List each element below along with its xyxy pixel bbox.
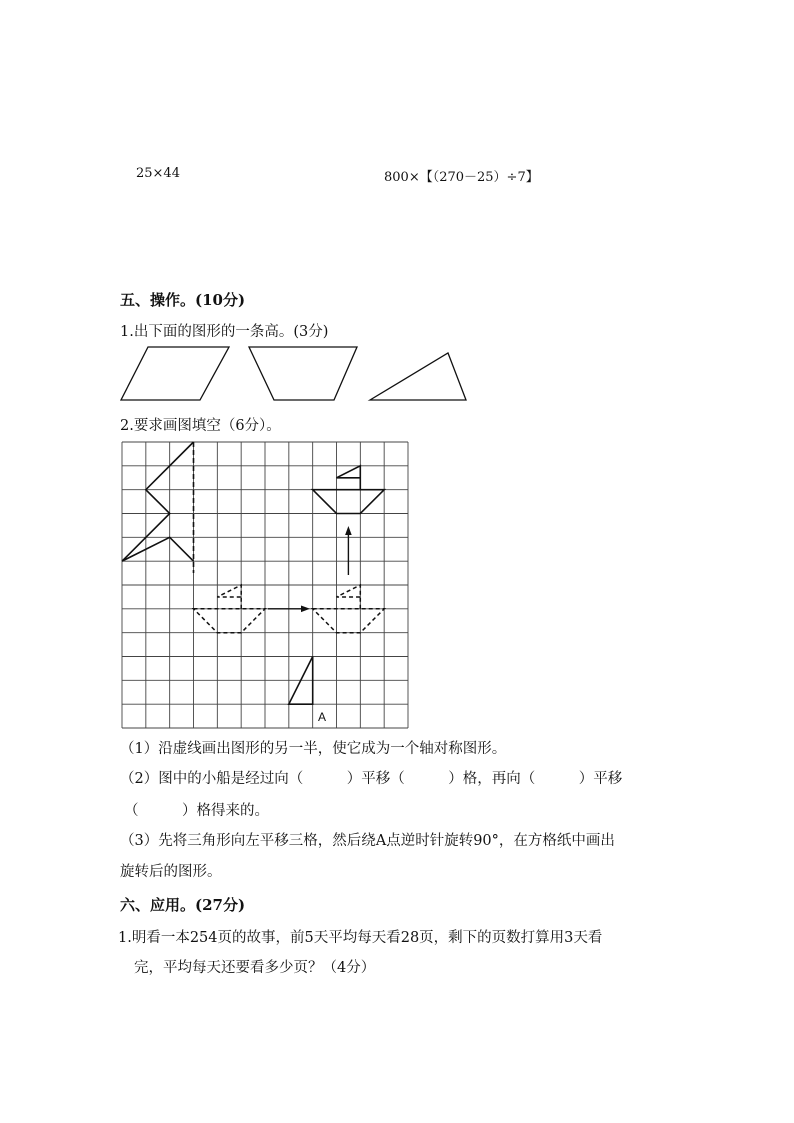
sub1-text: （1）沿虚线画出图形的另一半，使它成为一个轴对称图形。: [120, 741, 507, 757]
star-half-shape: [122, 442, 194, 561]
q1-shapes: [118, 344, 478, 404]
q2-text: 2.要求画图填空（6分）。: [120, 418, 281, 434]
triangle-shape[interactable]: [370, 353, 466, 400]
section5-heading: 五、操作。(10分): [120, 291, 246, 309]
sub2-line2: （ ）格得来的。: [124, 803, 269, 819]
trapezoid-shape[interactable]: [249, 347, 357, 400]
sub3-line1: （3）先将三角形向左平移三格，然后绕A点逆时针旋转90°，在方格纸中画出: [120, 833, 615, 849]
grid-lines: [122, 442, 408, 728]
arrow-right-head: [301, 606, 310, 613]
q1-text: 1.出下面的图形的一条高。(3分): [120, 324, 329, 340]
point-a-label: A: [318, 710, 327, 724]
sub3-line2: 旋转后的图形。: [120, 864, 222, 880]
app-q1-line1: 1.明看一本254页的故事，前5天平均每天看28页，剩下的页数打算用3天看: [118, 930, 603, 946]
boat-solid-shape: [313, 466, 385, 514]
calc-right: 800×【（270－25）÷7】: [384, 170, 539, 185]
arrow-up-head: [345, 526, 352, 535]
parallelogram-shape[interactable]: [121, 347, 229, 400]
grid-figure: [122, 442, 408, 728]
calc-left: 25×44: [136, 166, 180, 181]
sub2-line1: （2）图中的小船是经过向（ ）平移（ ）格，再向（ ）平移: [120, 771, 623, 787]
app-q1-line2: 完，平均每天还要看多少页？（4分）: [134, 960, 376, 976]
section6-heading: 六、应用。(27分): [120, 896, 246, 914]
